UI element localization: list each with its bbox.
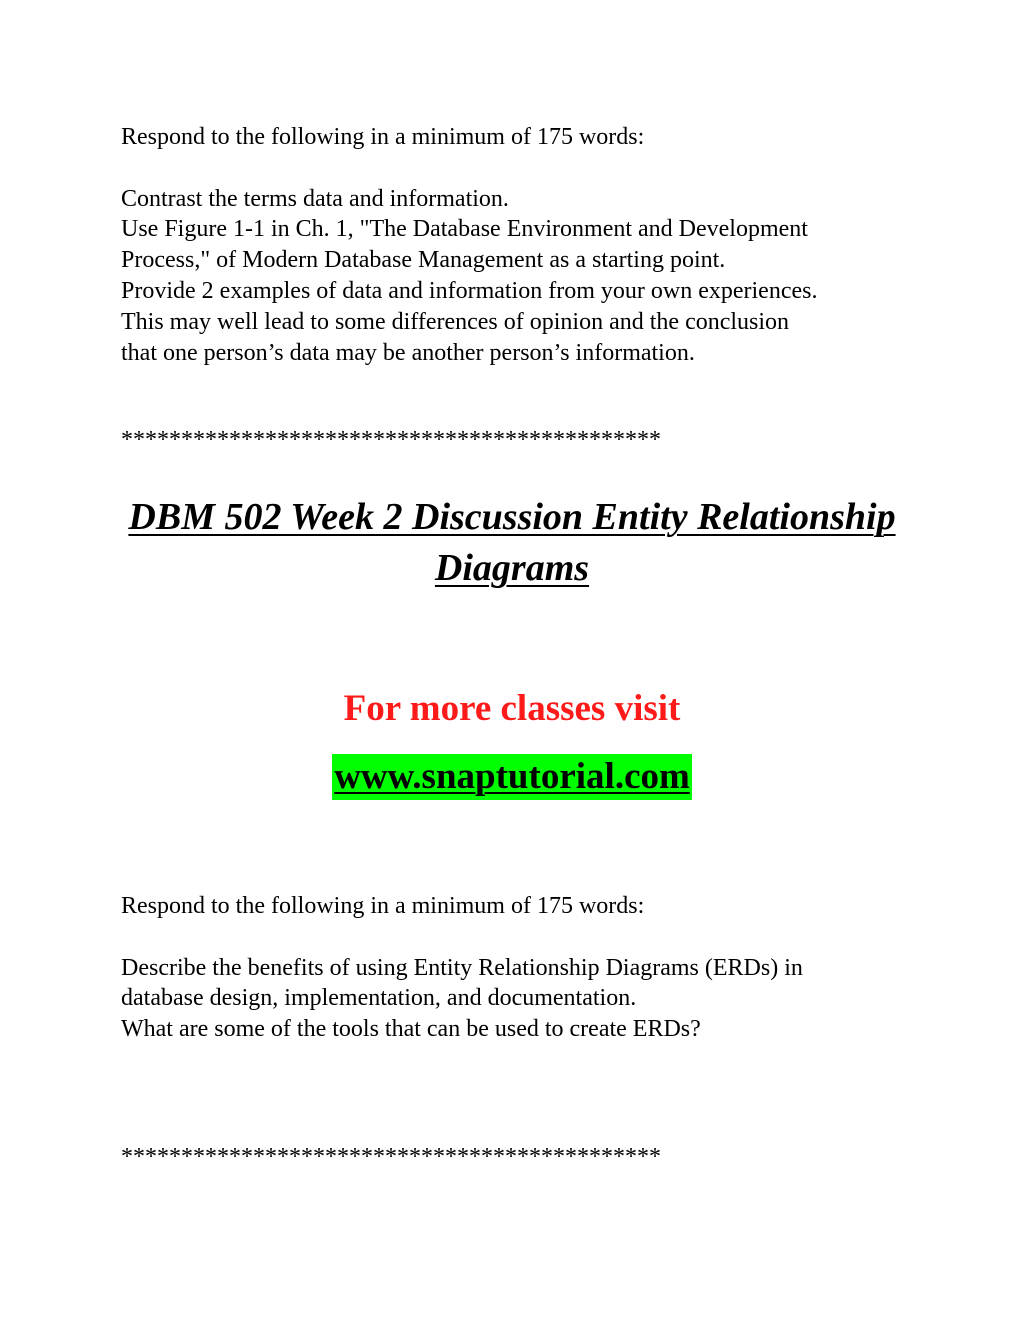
- section1-line: Process," of Modern Database Management as a starting point.: [121, 247, 726, 273]
- section1-line: Use Figure 1-1 in Ch. 1, "The Database Environment and Development: [121, 216, 808, 242]
- section2-intro: Respond to the following in a minimum of 175 words:: [121, 893, 645, 919]
- section1-line: Contrast the terms data and information.: [121, 186, 509, 212]
- separator-stars: *********************************************: [121, 1144, 661, 1170]
- section2-line: What are some of the tools that can be used to create ERDs?: [121, 1016, 701, 1042]
- section2-line: Describe the benefits of using Entity Relationship Diagrams (ERDs) in: [121, 955, 803, 981]
- separator-stars: *********************************************: [121, 427, 661, 453]
- section2-line: database design, implementation, and documentation.: [121, 985, 637, 1011]
- section1-line: Provide 2 examples of data and information from your own experiences.: [121, 278, 818, 304]
- snaptutorial-link[interactable]: www.snaptutorial.com: [332, 754, 692, 800]
- section1-intro: Respond to the following in a minimum of 175 words:: [121, 124, 645, 150]
- page-title: DBM 502 Week 2 Discussion Entity Relationship: [128, 496, 896, 538]
- section1-line: This may well lead to some differences of opinion and the conclusion: [121, 309, 790, 335]
- section1-line: that one person’s data may be another person’s information.: [121, 340, 695, 366]
- promo-text: For more classes visit: [343, 688, 681, 729]
- promo-link-wrapper: [0, 754, 1024, 800]
- page-title-continued: Diagrams: [434, 547, 590, 589]
